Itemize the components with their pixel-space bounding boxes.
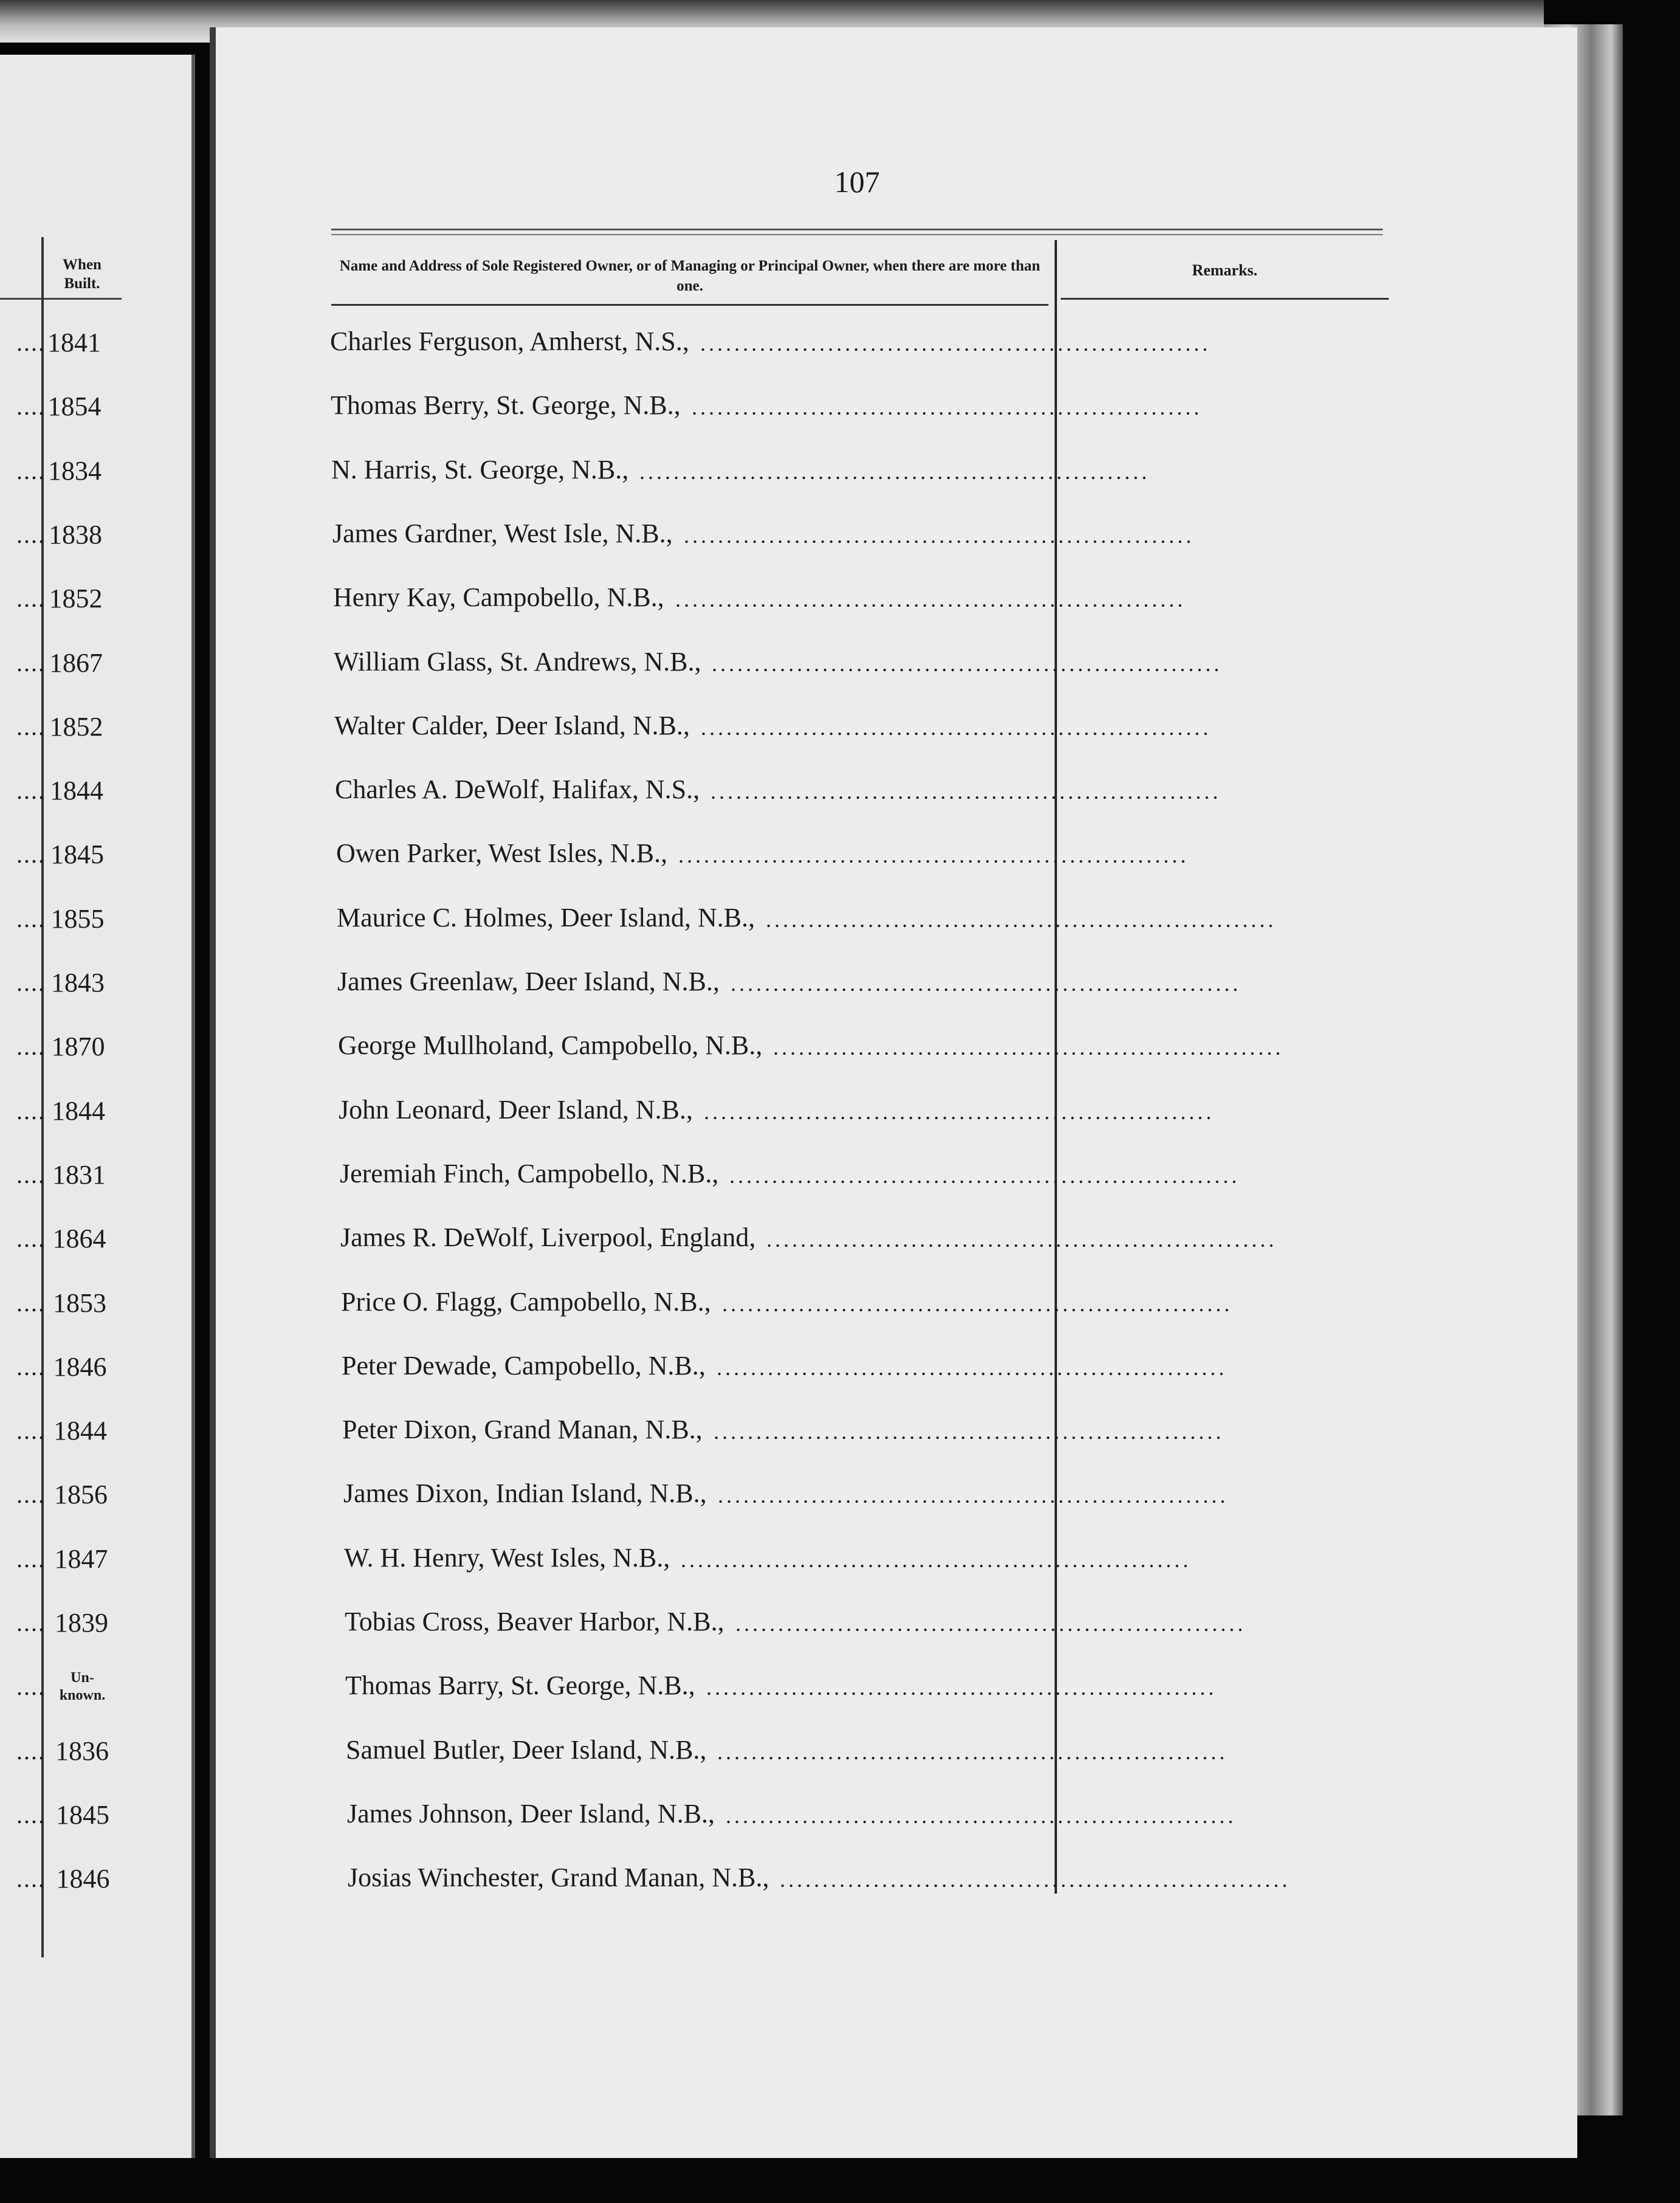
row-leader-dots: ............................................................: [780, 1867, 1290, 1892]
row-leader-left: ....: [16, 585, 46, 612]
owner-name: Thomas Barry, St. George, N.B.,: [345, 1670, 695, 1700]
owner-name: Peter Dewade, Campobello, N.B.,: [342, 1351, 706, 1381]
owner-name: Charles Ferguson, Amherst, N.S.,: [330, 326, 689, 356]
table-row: [0, 1794, 1236, 1843]
row-leader-dots: ............................................................: [711, 779, 1221, 804]
top-rule-secondary: [331, 234, 1383, 235]
row-leader-dots: ............................................................: [731, 971, 1241, 996]
year-built: 1834: [48, 456, 102, 486]
year-built: 1831: [52, 1160, 106, 1190]
row-leader-left: ....: [16, 649, 46, 677]
row-leader-left: ....: [16, 521, 46, 548]
row-leader-left: ....: [16, 1865, 46, 1892]
remarks-column-header: Remarks.: [1192, 261, 1258, 279]
row-leader-left: ....: [16, 841, 46, 868]
row-leader-left: ....: [16, 1353, 46, 1381]
table-row: [0, 322, 1211, 371]
row-leader-left: ....: [16, 457, 46, 484]
owner-name: Owen Parker, West Isles, N.B.,: [336, 838, 668, 868]
row-leader-left: ....: [16, 1481, 46, 1508]
table-row: [0, 1474, 1228, 1523]
row-leader-dots: ............................................................: [704, 1100, 1214, 1124]
owner-name: James Dixon, Indian Island, N.B.,: [343, 1478, 707, 1508]
year-built: 1836: [55, 1736, 109, 1766]
row-leader-left: ....: [16, 713, 46, 740]
row-leader-left: ....: [16, 393, 46, 420]
year-built: 1870: [51, 1032, 105, 1061]
year-built: Un-known.: [59, 1670, 106, 1703]
table-row: [0, 706, 1211, 755]
year-built: 1847: [54, 1544, 108, 1574]
year-built: 1864: [52, 1224, 106, 1253]
row-leader-left: ....: [16, 1801, 46, 1829]
row-leader-dots: ............................................................: [692, 395, 1202, 419]
year-built: 1846: [53, 1352, 107, 1382]
header-rule: [0, 298, 122, 300]
table-row: [0, 1218, 1277, 1267]
owner-name: Tobias Cross, Beaver Harbor, N.B.,: [345, 1607, 725, 1636]
owner-name: Samuel Butler, Deer Island, N.B.,: [346, 1735, 707, 1765]
owner-name: Charles A. DeWolf, Halifax, N.S.,: [335, 774, 700, 804]
row-leader-dots: ............................................................: [706, 1675, 1217, 1700]
year-built: 1838: [49, 520, 102, 550]
row-leader-dots: ............................................................: [766, 908, 1276, 932]
row-leader-dots: ............................................................: [712, 652, 1222, 676]
year-built: 1845: [50, 839, 104, 869]
row-leader-dots: ............................................................: [639, 460, 1150, 484]
row-leader-left: ....: [16, 777, 46, 804]
table-row: [0, 1410, 1224, 1459]
table-row: [0, 1666, 1217, 1715]
row-leader-dots: ............................................................: [681, 1548, 1191, 1572]
table-row: [0, 834, 1189, 883]
page-number: 107: [834, 165, 880, 199]
row-leader-left: ....: [16, 1225, 46, 1252]
row-leader-left: ....: [16, 1673, 46, 1700]
row-leader-dots: ............................................................: [700, 331, 1211, 356]
table-row: [0, 1283, 1233, 1331]
year-built: 1844: [53, 1416, 107, 1446]
table-row: [0, 962, 1241, 1011]
row-leader-left: ....: [16, 1289, 46, 1317]
row-leader-dots: ............................................................: [717, 1740, 1228, 1764]
year-built: 1853: [53, 1288, 106, 1318]
table-row: [0, 1731, 1228, 1779]
row-leader-dots: ............................................................: [675, 587, 1186, 612]
row-leader-dots: ............................................................: [729, 1164, 1240, 1188]
row-leader-left: ....: [16, 1161, 46, 1188]
row-leader-left: ....: [16, 1737, 46, 1765]
owner-name: James R. DeWolf, Liverpool, England,: [340, 1222, 756, 1252]
row-leader-left: ....: [16, 1033, 46, 1060]
table-row: [0, 1154, 1240, 1203]
row-leader-left: ....: [16, 1609, 46, 1636]
row-leader-dots: ............................................................: [766, 1227, 1277, 1252]
when-built-header: When Built.: [63, 257, 102, 292]
row-leader-left: ....: [16, 1417, 46, 1444]
owner-name: Josias Winchester, Grand Manan, N.B.,: [348, 1863, 769, 1892]
owner-name: William Glass, St. Andrews, N.B.,: [334, 647, 701, 677]
year-built: 1843: [51, 968, 105, 998]
owner-name: Thomas Berry, St. George, N.B.,: [331, 390, 681, 420]
row-leader-dots: ............................................................: [726, 1804, 1236, 1828]
year-built: 1839: [55, 1608, 108, 1638]
year-built: 1844: [52, 1096, 105, 1126]
table-row: [0, 1091, 1214, 1139]
owner-name: James Greenlaw, Deer Island, N.B.,: [337, 967, 720, 996]
table-row: [0, 643, 1222, 691]
row-leader-left: ....: [16, 1097, 46, 1125]
table-row: [0, 898, 1276, 947]
owner-name: N. Harris, St. George, N.B.,: [331, 455, 629, 484]
year-built: 1854: [47, 391, 102, 421]
owner-name: Peter Dixon, Grand Manan, N.B.,: [342, 1415, 703, 1444]
table-row: [0, 1539, 1191, 1587]
owner-header-rule: [331, 304, 1048, 306]
owner-name: W. H. Henry, West Isles, N.B.,: [344, 1543, 670, 1573]
row-leader-dots: ............................................................: [714, 1419, 1224, 1444]
owner-column-header: Name and Address of Sole Registered Owner, or of Managing or Principal Owner, when there are more than one.: [339, 258, 1041, 294]
row-leader-dots: ............................................................: [701, 715, 1211, 740]
row-leader-left: ....: [16, 905, 46, 933]
owner-name: Maurice C. Holmes, Deer Island, N.B.,: [337, 903, 755, 933]
row-leader-dots: ............................................................: [773, 1035, 1284, 1060]
row-leader-dots: ............................................................: [718, 1483, 1228, 1508]
owner-name: James Johnson, Deer Island, N.B.,: [347, 1799, 715, 1829]
year-built: 1856: [54, 1480, 108, 1509]
table-row: [0, 1858, 1290, 1907]
row-leader-left: ....: [16, 1545, 46, 1573]
owner-name: Jeremiah Finch, Campobello, N.B.,: [340, 1159, 719, 1188]
year-built: 1846: [56, 1864, 110, 1894]
row-leader-left: ....: [16, 969, 46, 996]
year-built: 1841: [47, 328, 101, 357]
year-built: 1852: [49, 584, 103, 613]
owner-name: Henry Kay, Campobello, N.B.,: [333, 582, 664, 612]
top-rule: [331, 229, 1383, 230]
year-built: 1867: [49, 648, 103, 678]
table-row: [0, 514, 1194, 563]
owner-name: James Gardner, West Isle, N.B.,: [332, 519, 673, 548]
row-leader-dots: ............................................................: [678, 843, 1189, 867]
row-leader-dots: ............................................................: [735, 1612, 1246, 1636]
row-leader-left: ....: [16, 329, 46, 356]
owner-name: John Leonard, Deer Island, N.B.,: [339, 1095, 693, 1125]
table-row: [0, 450, 1150, 499]
owner-name: Walter Calder, Deer Island, N.B.,: [334, 711, 690, 740]
table-row: [0, 770, 1221, 819]
table-row: [0, 1346, 1227, 1395]
table-row: [0, 578, 1186, 627]
table-row: [0, 1602, 1246, 1651]
table-row: [0, 386, 1202, 435]
year-built: 1855: [50, 904, 105, 934]
year-built: 1845: [56, 1800, 109, 1830]
remarks-header-rule: [1061, 298, 1389, 300]
year-built: 1852: [49, 712, 103, 742]
owner-name: Price O. Flagg, Campobello, N.B.,: [341, 1287, 711, 1317]
owner-name: George Mullholand, Campobello, N.B.,: [338, 1030, 763, 1060]
table-row: [0, 1026, 1284, 1075]
year-built: 1844: [50, 776, 103, 805]
row-leader-dots: ............................................................: [717, 1356, 1227, 1380]
row-leader-dots: ............................................................: [684, 523, 1194, 548]
row-leader-dots: ............................................................: [722, 1292, 1233, 1316]
